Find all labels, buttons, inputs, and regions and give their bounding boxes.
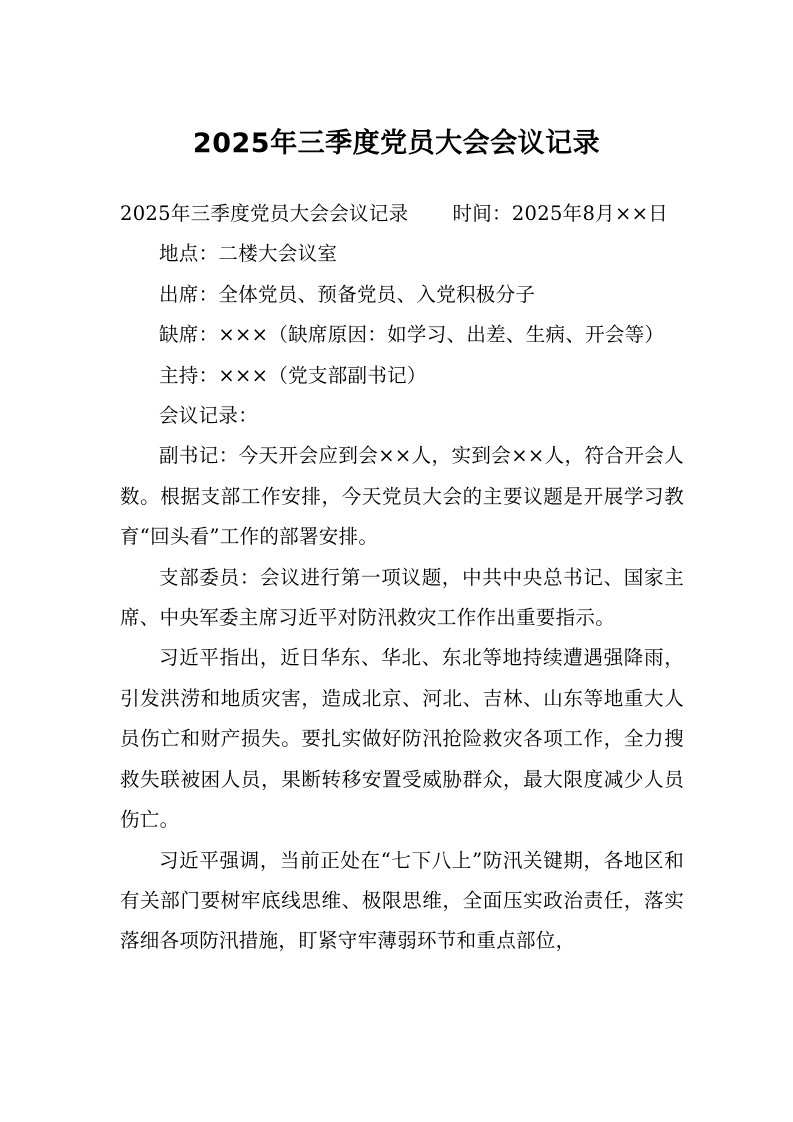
header-line: [120, 194, 684, 234]
paragraph-3: 习近平指出，近日华东、华北、东北等地持续遭遇强降雨，引发洪涝和地质灾害，造成北京、河北、吉林、山东等地重大人员伤亡和财产损失。要扎实做好防汛抢险救灾各项工作，全力搜救失联被困人员，果断转移安置受威胁群众，最大限度减少人员伤亡。: [120, 646, 684, 832]
paragraph-4: 习近平强调，当前正处在“七下八上”防汛关键期，各地区和有关部门要树牢底线思维、极限思维，全面压实政治责任，落实落细各项防汛措施，盯紧守牢薄弱环节和重点部位，: [120, 848, 684, 953]
minutes-label: 会议记录：: [159, 404, 259, 428]
meeting-absent: 缺席：×××（缺席原因：如学习、出差、生病、开会等）: [159, 323, 665, 347]
meeting-location: 地点：二楼大会议室: [159, 242, 338, 266]
document-body: [120, 194, 684, 962]
document-title: 2025年三季度党员大会会议记录: [192, 128, 601, 159]
record-name: 2025年三季度党员大会会议记录: [120, 202, 409, 225]
meeting-time: 时间：2025年8月××日: [452, 202, 669, 225]
paragraph-2: 支部委员：会议进行第一项议题，中共中央总书记、国家主席、中央军委主席习近平对防汛救灾工作作出重要指示。: [120, 565, 684, 630]
meeting-host: 主持：×××（党支部副书记）: [159, 363, 427, 387]
paragraph-1: 副书记：今天开会应到会××人，实到会××人，符合开会人数。根据支部工作安排，今天党员大会的主要议题是开展学习教育“回头看”工作的部署安排。: [120, 444, 684, 549]
meeting-attendees: 出席：全体党员、预备党员、入党积极分子: [159, 282, 536, 306]
